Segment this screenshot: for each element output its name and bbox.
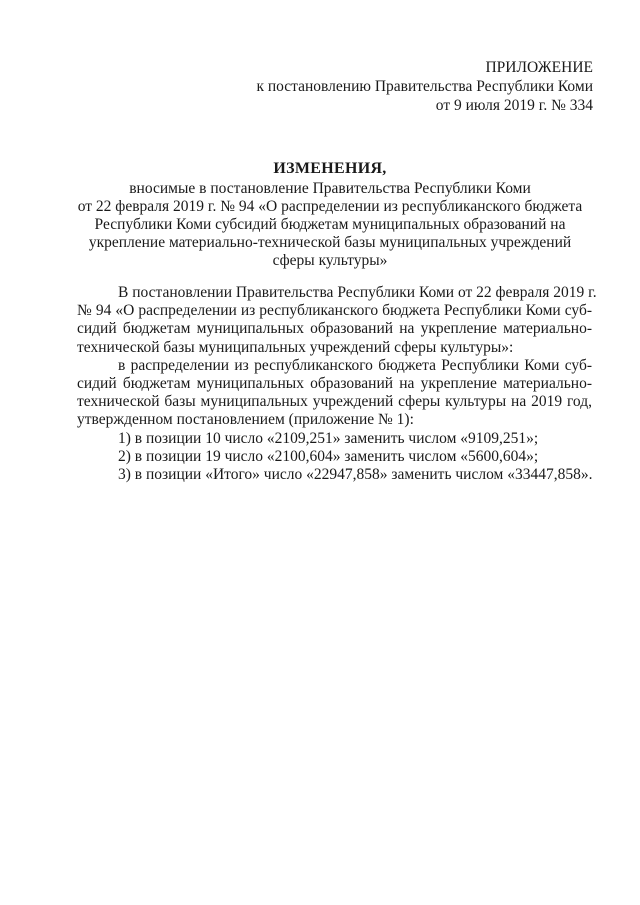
- heading-line: вносимые в постановление Правительства Республики Коми: [129, 180, 531, 197]
- list-item: 2) в позиции 19 число «2100,604» заменить числом «5600,604»;: [118, 447, 539, 465]
- paragraph-intro: [77, 284, 597, 357]
- list-item: 3) в позиции «Итого» число «22947,858» заменить числом «33447,858».: [118, 466, 593, 484]
- appendix-label: ПРИЛОЖЕНИЕ: [485, 59, 593, 76]
- appendix-header: [173, 58, 593, 115]
- heading-line: от 22 февраля 2019 г. № 94 «О распределении из республиканского бюджета: [77, 198, 583, 215]
- heading-line: сферы культуры»: [272, 252, 388, 269]
- paragraph-line: № 94 «О распределении из республиканского бюджета Республики Коми суб-: [77, 302, 592, 320]
- paragraph-line: сидий бюджетам муниципальных образований на укрепление материально-: [77, 375, 592, 393]
- list-item: 1) в позиции 10 число «2109,251» заменить числом «9109,251»;: [118, 429, 539, 447]
- heading-line: укрепление материально-технической базы муниципальных учреждений: [88, 234, 572, 251]
- paragraph-line: технической базы муниципальных учреждений сферы культуры»:: [77, 338, 514, 356]
- paragraph-line: сидий бюджетам муниципальных образований на укрепление материально-: [77, 320, 592, 338]
- paragraph-line: В постановлении Правительства Республики Коми от 22 февраля 2019 г.: [118, 284, 597, 301]
- appendix-resolution-ref: к постановлению Правительства Республики Коми: [256, 78, 593, 95]
- paragraph-line: технической базы муниципальных учреждений сферы культуры на 2019 год,: [77, 393, 592, 411]
- document-body: [77, 284, 597, 484]
- document-heading: [60, 160, 600, 270]
- paragraph-line: утвержденном постановлением (приложение № 1):: [77, 411, 414, 429]
- document-title: ИЗМЕНЕНИЯ,: [273, 160, 387, 177]
- paragraph-distribution: [77, 357, 592, 430]
- heading-line: Республики Коми субсидий бюджетам муниципальных образований на: [94, 216, 566, 233]
- appendix-date-number: от 9 июля 2019 г. № 334: [435, 97, 593, 114]
- paragraph-line: в распределении из республиканского бюджета Республики Коми суб-: [118, 356, 592, 374]
